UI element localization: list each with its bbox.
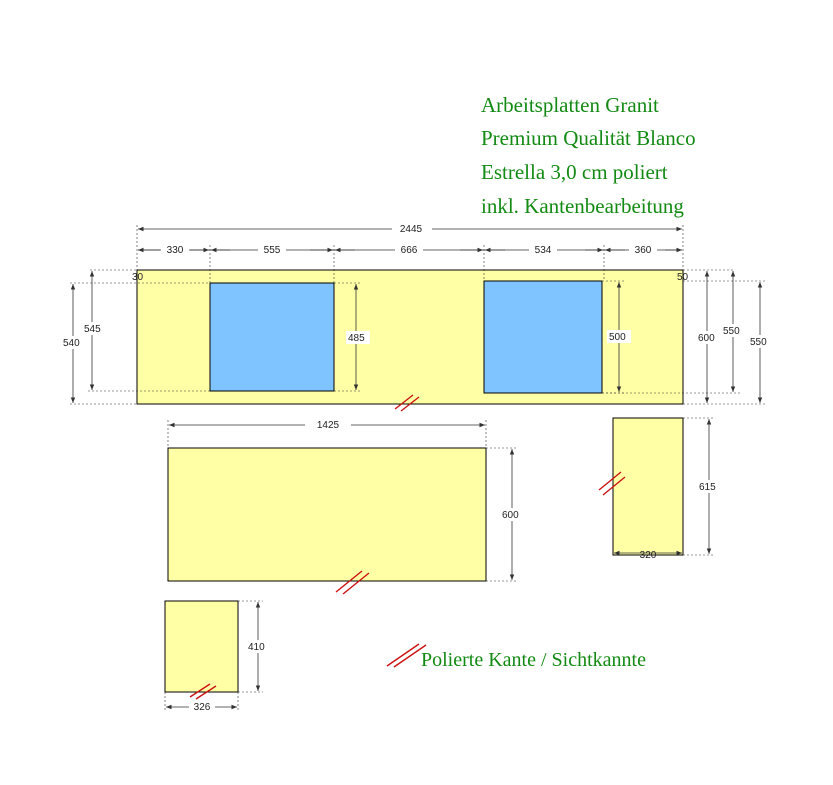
slab-2 xyxy=(168,448,486,581)
slab-3-group xyxy=(599,418,721,561)
title-line-1: Arbeitsplatten Granit xyxy=(481,93,659,117)
title-line-4: inkl. Kantenbearbeitung xyxy=(481,194,684,218)
dim-slab-2-width: 1425 xyxy=(316,420,340,431)
dim-corner-right: 50 xyxy=(677,272,689,283)
slab-3 xyxy=(613,418,683,555)
dim-right-550b: 550 xyxy=(750,337,767,348)
cutout-right xyxy=(484,281,602,393)
slab-2-group xyxy=(168,418,524,594)
title-line-3: Estrella 3,0 cm poliert xyxy=(481,160,668,184)
dim-corner-left: 30 xyxy=(132,272,144,283)
cutout-left xyxy=(210,283,334,391)
legend xyxy=(387,644,646,671)
dim-right-600: 600 xyxy=(698,333,715,344)
dim-segment-4: 534 xyxy=(534,245,552,256)
dim-segment-5: 360 xyxy=(634,245,652,256)
title-block xyxy=(481,93,696,218)
dim-slab-3-height: 615 xyxy=(699,482,716,493)
legend-label: Polierte Kante / Sichtkannte xyxy=(421,649,646,671)
dim-overall-width: 2445 xyxy=(399,224,423,235)
dim-cutout-right-height: 500 xyxy=(609,332,626,343)
dim-slab-4-width: 326 xyxy=(193,702,211,713)
dim-segment-3: 666 xyxy=(400,245,418,256)
dim-slab-4-height: 410 xyxy=(248,642,265,653)
dim-segment-2: 555 xyxy=(263,245,281,256)
dim-right-550a: 550 xyxy=(723,326,740,337)
dim-left-545: 545 xyxy=(84,324,101,335)
dim-slab-3-width: 320 xyxy=(639,550,657,561)
slab-4-group xyxy=(165,601,270,713)
title-line-2: Premium Qualität Blanco xyxy=(481,126,696,150)
dim-segment-1: 330 xyxy=(166,245,184,256)
dim-slab-2-height: 600 xyxy=(502,510,519,521)
slab-4 xyxy=(165,601,238,692)
dim-cutout-left-height: 485 xyxy=(348,333,365,344)
main-slab-group xyxy=(62,222,771,411)
dim-left-540: 540 xyxy=(63,338,80,349)
